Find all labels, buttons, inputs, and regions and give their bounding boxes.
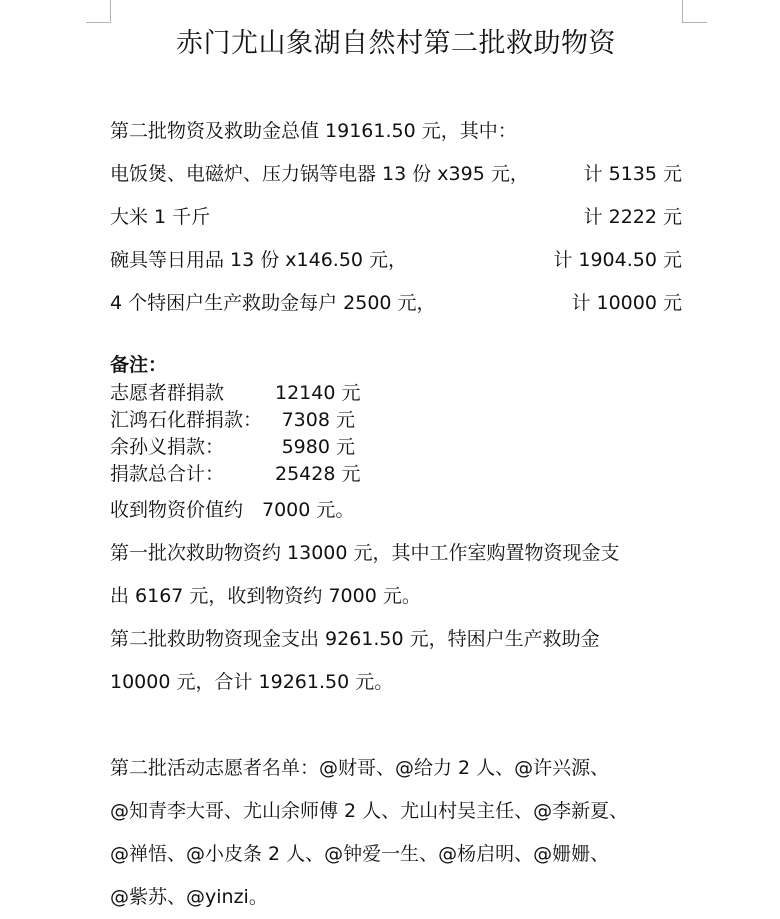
donation-label: 捐款总合计： [110,463,225,485]
crop-mark-top-left [86,0,111,23]
item-description: 碗具等日用品 13 份 x146.50 元， [110,249,408,271]
donation-amount: 7308 元 [281,409,355,431]
donation-amount: 5980 元 [281,436,355,458]
summary-line: 第二批物资及救助金总值 19161.50 元，其中： [110,120,517,142]
paragraph-first-batch-line-1: 第一批次救助物资约 13000 元，其中工作室购置物资现金支 [110,542,620,564]
volunteers-line-4: @紫苏、@yinzi。 [110,886,268,908]
notes-heading: 备注： [110,354,168,376]
item-row [110,247,682,273]
goods-received-line: 收到物资价值约 7000 元。 [110,499,355,521]
item-total: 计 5135 元 [583,163,682,185]
item-row [110,161,682,187]
item-description: 大米 1 千斤 [110,206,211,228]
document-title: 赤门尤山象湖自然村第二批救助物资 [176,28,616,59]
donation-amount: 25428 元 [275,463,361,485]
donation-row [110,380,682,406]
paragraph-first-batch-line-2: 出 6167 元，收到物资约 7000 元。 [110,585,421,607]
volunteers-line-2: @知青李大哥、尤山余师傅 2 人、尤山村吴主任、@李新夏、 [110,800,629,822]
donation-row [110,434,682,460]
paragraph-second-batch-line-2: 10000 元，合计 19261.50 元。 [110,671,394,693]
item-row [110,290,682,316]
paragraph-second-batch-line-1: 第二批救助物资现金支出 9261.50 元，特困户生产救助金 [110,628,600,650]
item-description: 4 个特困户生产救助金每户 2500 元， [110,292,436,314]
donation-label: 余孙义捐款： [110,436,225,458]
volunteers-line-3: @禅悟、@小皮条 2 人、@钟爱一生、@杨启明、@姗姗、 [110,843,610,865]
donation-amount: 12140 元 [275,382,361,404]
item-total: 计 1904.50 元 [553,249,682,271]
item-total: 计 10000 元 [571,292,682,314]
item-description: 电饭煲、电磁炉、压力锅等电器 13 份 x395 元， [110,163,529,185]
donation-row [110,407,682,433]
volunteers-line-1: 第二批活动志愿者名单：@财哥、@给力 2 人、@许兴源、 [110,757,610,779]
item-total: 计 2222 元 [583,206,682,228]
donation-label: 汇鸿石化群捐款： [110,409,263,431]
donation-row [110,461,682,487]
crop-mark-top-right [682,0,707,23]
item-row [110,204,682,230]
donation-label: 志愿者群捐款 [110,382,225,404]
